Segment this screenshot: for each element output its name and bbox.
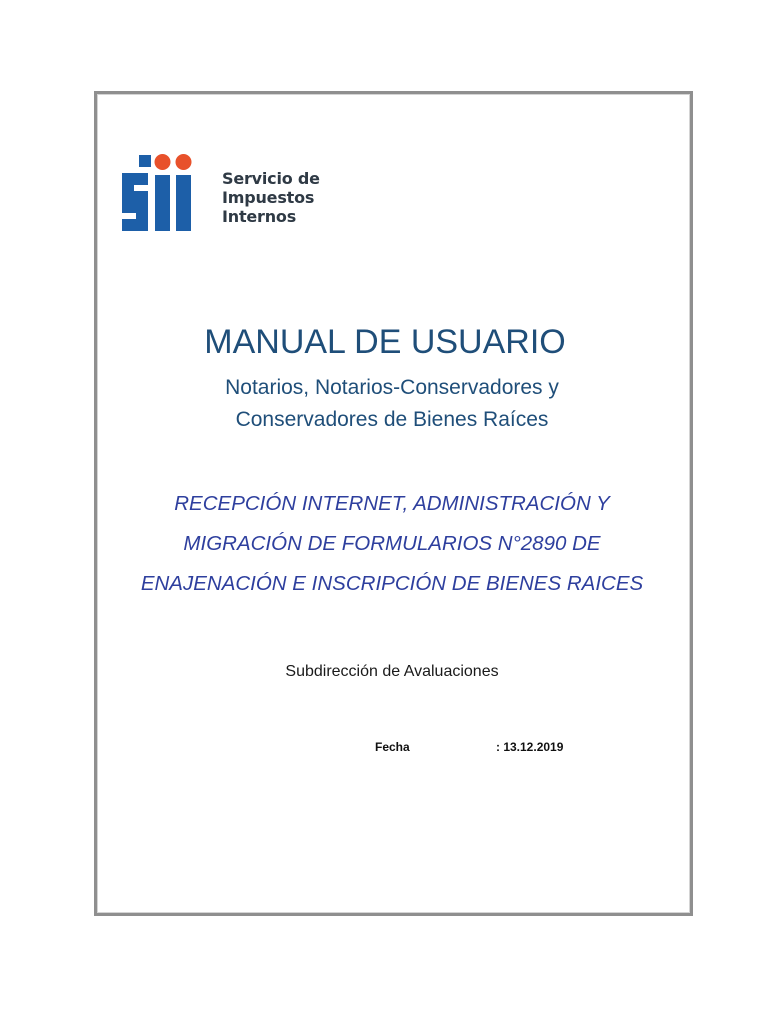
subtitle-line-1: Notarios, Notarios-Conservadores y — [225, 376, 559, 399]
date-value: : 13.12.2019 — [496, 740, 564, 754]
heading-line-1: RECEPCIÓN INTERNET, ADMINISTRACIÓN Y — [174, 492, 610, 515]
heading-line-2: MIGRACIÓN DE FORMULARIOS N°2890 DE — [183, 532, 601, 555]
subtitle-line-2: Conservadores de Bienes Raíces — [235, 408, 549, 431]
department-name: Subdirección de Avaluaciones — [285, 663, 499, 680]
sii-logo-mark-icon — [122, 153, 212, 233]
logo-line-3: Internos — [222, 207, 297, 226]
document-heading — [0, 484, 770, 604]
logo-wordmark — [222, 169, 320, 226]
document-title: MANUAL DE USUARIO — [204, 323, 566, 361]
date-label: Fecha — [375, 740, 410, 754]
heading-line-3: ENAJENACIÓN E INSCRIPCIÓN DE BIENES RAICES — [140, 572, 644, 595]
document-subtitle — [0, 372, 770, 436]
logo-line-2: Impuestos — [222, 188, 315, 207]
sii-logo — [122, 153, 342, 233]
logo-line-1: Servicio de — [222, 169, 320, 188]
